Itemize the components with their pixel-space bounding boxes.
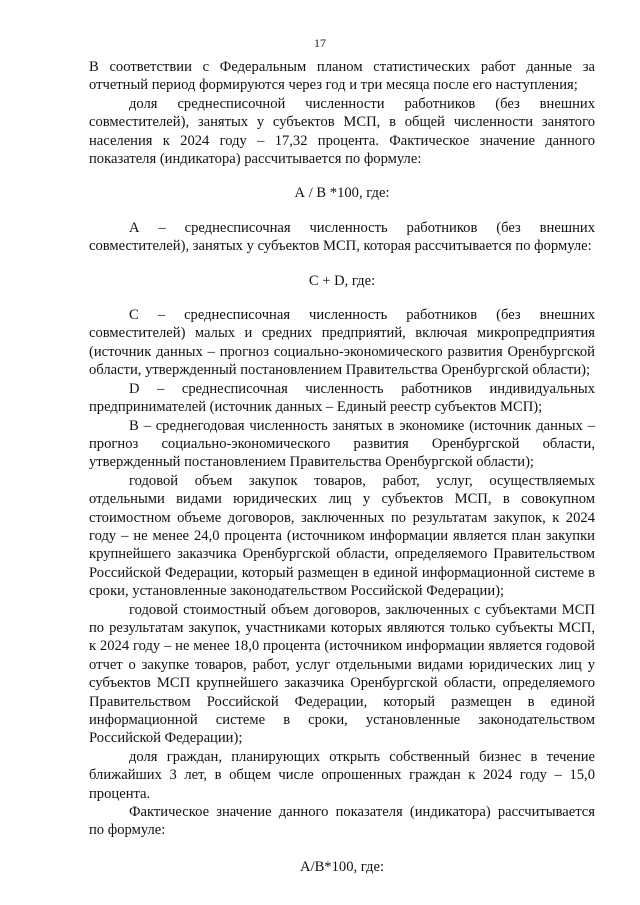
formula-c-plus-d: С + D, где: — [308, 272, 376, 289]
page-number: 17 — [314, 36, 326, 50]
formula-a-over-b-final: А/В*100, где: — [299, 858, 385, 875]
paragraph-definition-d: D – среднесписочная численность работников индивидуальных предпринимателей (источник данных – Единый реестр субъектов МСП); — [89, 380, 595, 416]
paragraph-statistical-plan: В соответствии с Федеральным планом статистических работ данные за отчетный период формируются через год и три месяца после его наступления; — [89, 59, 595, 94]
document-body — [89, 58, 595, 892]
paragraph-contracts-volume: годовой стоимостный объем договоров, заключенных с субъектами МСП по результатам закупок, участниками которых являются только субъекты МСП, к 2024 году – не менее 18,0 процента (источником информации является годовой отчет о закупке товаров, работ, услуг отдельными видами юридических лиц у субъектов МСП крупнейшего заказчика Оренбургской области, определяемого Правительством Российской Федерации, который размещен в единой информационной системе в сроки, установленные законодательством Российской Федерации); — [89, 601, 595, 747]
formula-a-over-b: А / В *100, где: — [294, 185, 390, 202]
paragraph-definition-a: А – среднесписочная численность работников (без внешних совместителей), занятых у субъектов МСП, которая рассчитывается по формуле: — [89, 219, 595, 255]
paragraph-citizens-share: доля граждан, планирующих открыть собственный бизнес в течение ближайших 3 лет, в общем числе опрошенных граждан к 2024 году – 15,0 процента. — [89, 748, 595, 802]
paragraph-definition-c: С – среднесписочная численность работников (без внешних совместителей) малых и средних предприятий, включая микропредприятия (источник данных – прогноз социально-экономического развития Оренбургской области, утвержденный постановлением Правительства Оренбургской области); — [89, 307, 595, 379]
paragraph-procurement-volume: годовой объем закупок товаров, работ, услуг, осуществляемых отдельными видами юридических лиц у субъектов МСП, в совокупном стоимостном объеме договоров, заключенных по результатам закупок, к 2024 году – не менее 24,0 процента (источником информации является план закупки крупнейшего заказчика Оренбургской области, определяемого Правительством Российской Федерации, который размещен в единой информационной системе в сроки, установленные законодательством Российской Федерации); — [89, 472, 595, 600]
paragraph-employee-share: доля среднесписочной численности работников (без внешних совместителей), занятых у субъектов МСП, в общей численности занятого населения к 2024 году – 17,32 процента. Фактическое значение данного показателя (индикатора) рассчитывается по формуле: — [89, 95, 595, 168]
paragraph-definition-b: В – среднегодовая численность занятых в экономике (источник данных – прогноз социально-экономического развития Оренбургской области, утвержденный постановлением Правительства Оренбургской области); — [89, 417, 595, 471]
paragraph-actual-value: Фактическое значение данного показателя (индикатора) рассчитывается по формуле: — [89, 804, 595, 839]
